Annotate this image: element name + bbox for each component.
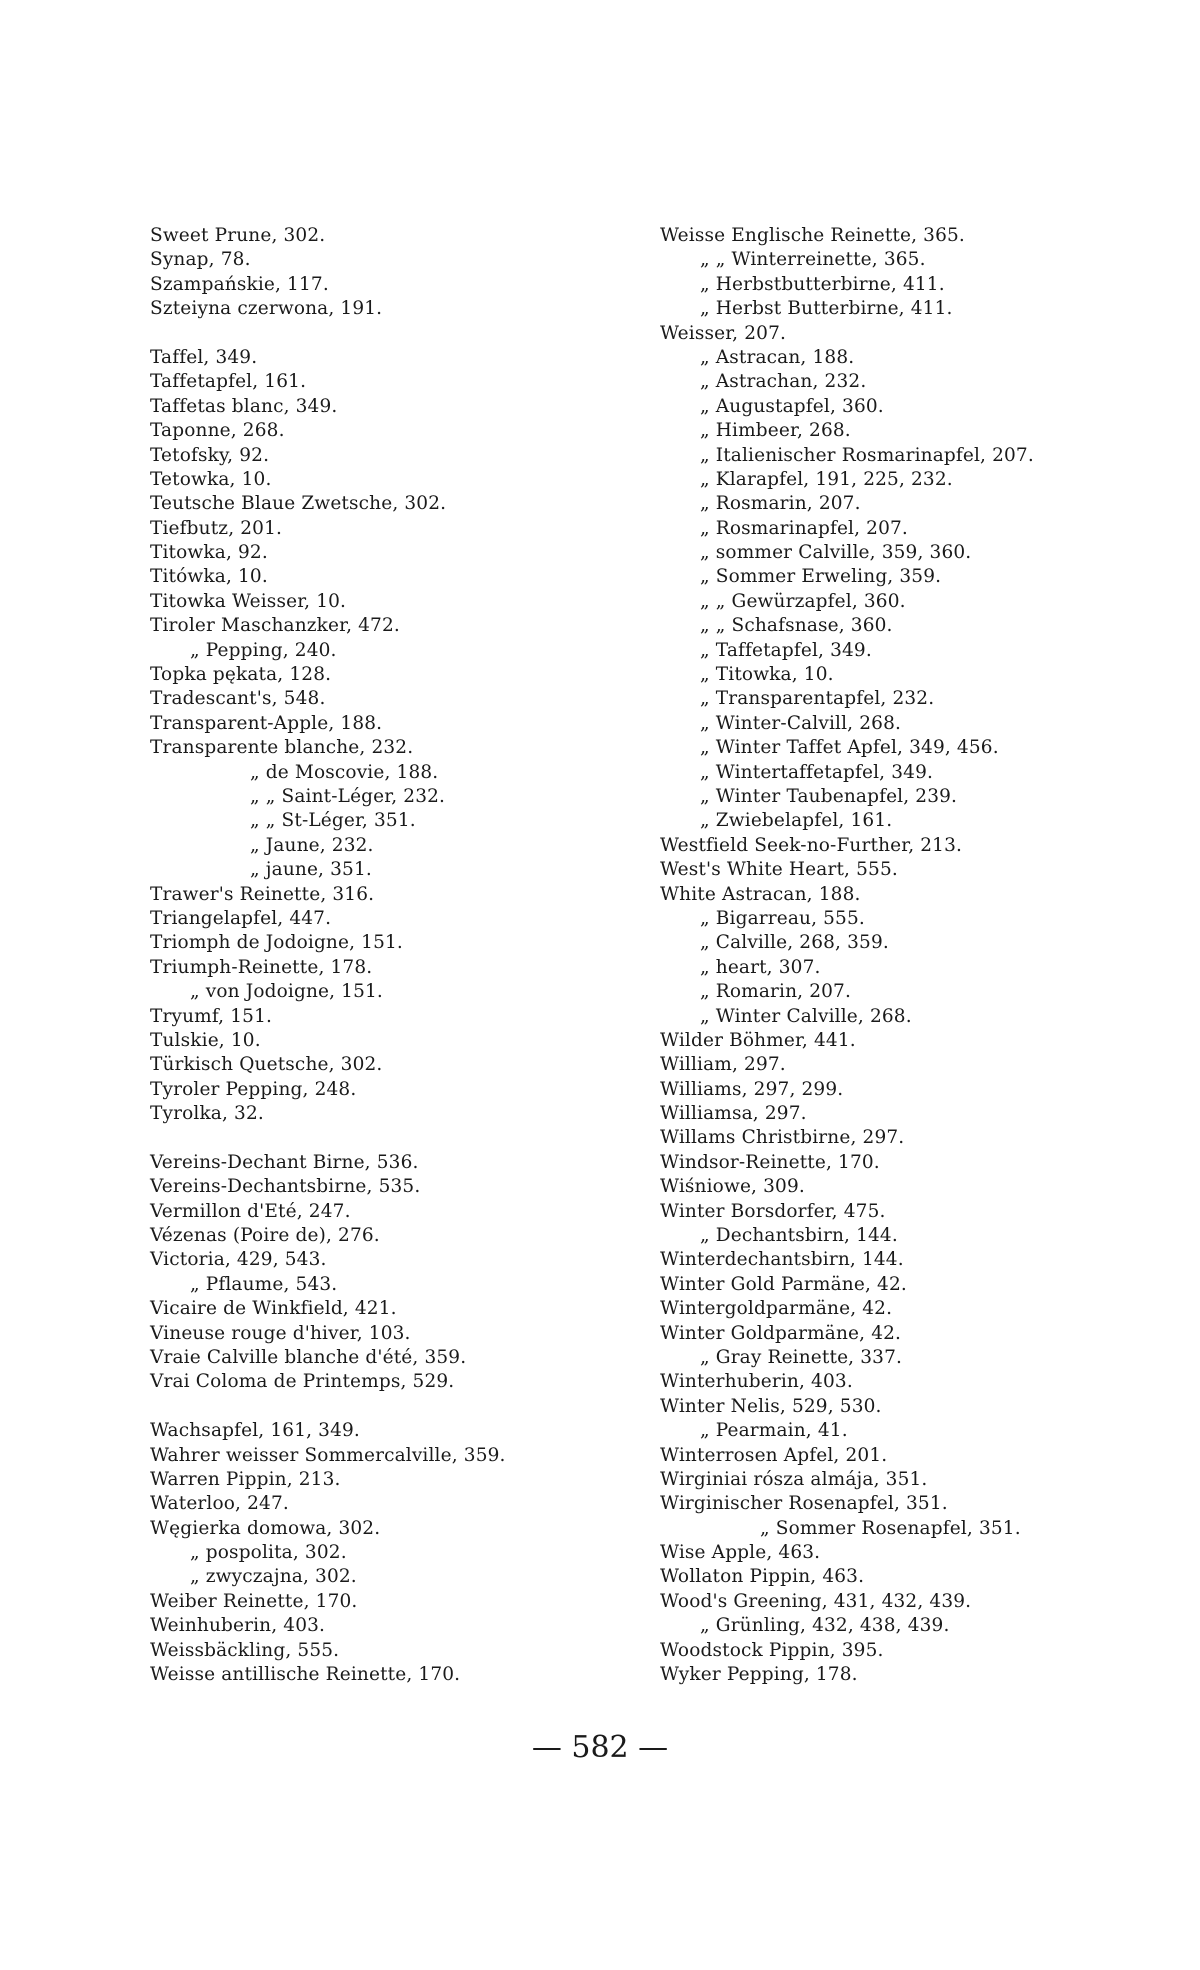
index-entry: Vereins-Dechant Birne, 536.	[150, 1151, 419, 1173]
index-entry: „ zwyczajna, 302.	[190, 1566, 357, 1588]
section-gap	[150, 322, 620, 346]
index-entry: Tetowka, 10.	[150, 468, 272, 490]
index-entry: „ Winter Taubenapfel, 239.	[700, 785, 958, 807]
index-entry: „ Astracan, 188.	[700, 346, 855, 368]
index-entry: Weinhuberin, 403.	[150, 1615, 326, 1637]
index-entry: Wilder Böhmer, 441.	[660, 1029, 856, 1051]
index-entry: Williamsa, 297.	[660, 1103, 807, 1125]
index-entry: Warren Pippin, 213.	[150, 1468, 341, 1490]
index-column-right	[660, 224, 1120, 1687]
index-entry: „ Herbst Butterbirne, 411.	[700, 298, 953, 320]
index-entry: Transparente blanche, 232.	[150, 737, 414, 759]
index-entry: Węgierka domowa, 302.	[150, 1517, 381, 1539]
index-entry: „ Romarin, 207.	[700, 981, 851, 1003]
index-entry: Szteiyna czerwona, 191.	[150, 298, 383, 320]
index-entry: „ Rosmarinapfel, 207.	[700, 517, 908, 539]
index-entry: „ Pflaume, 543.	[190, 1273, 338, 1295]
index-entry: Teutsche Blaue Zwetsche, 302.	[150, 493, 447, 515]
index-entry: Winter Gold Parmäne, 42.	[660, 1273, 907, 1295]
index-entry: Vereins-Dechantsbirne, 535.	[150, 1176, 421, 1198]
index-entry: „ Himbeer, 268.	[700, 420, 851, 442]
index-entry: Titowka, 92.	[150, 542, 268, 564]
index-entry: „ Jaune, 232.	[250, 834, 374, 856]
index-entry: Tryumf, 151.	[150, 1005, 273, 1027]
index-entry: Wirginischer Rosenapfel, 351.	[660, 1493, 948, 1515]
index-entry: „ Dechantsbirn, 144.	[700, 1225, 898, 1247]
index-entry: „ heart, 307.	[700, 956, 821, 978]
index-entry: Transparent-Apple, 188.	[150, 712, 383, 734]
index-entry: Vrai Coloma de Printemps, 529.	[150, 1371, 455, 1393]
index-entry: West's White Heart, 555.	[660, 859, 898, 881]
index-entry: Wiśniowe, 309.	[660, 1176, 805, 1198]
index-entry: Türkisch Quetsche, 302.	[150, 1054, 383, 1076]
index-entry: „ von Jodoigne, 151.	[190, 981, 383, 1003]
index-entry: „ Italienischer Rosmarinapfel, 207.	[700, 444, 1034, 466]
index-entry: Taffetas blanc, 349.	[150, 395, 338, 417]
index-entry: Winter Nelis, 529, 530.	[660, 1395, 882, 1417]
index-entry: Wahrer weisser Sommercalville, 359.	[150, 1444, 506, 1466]
index-entry: Tiroler Maschanzker, 472.	[150, 615, 400, 637]
index-entry: Winterrosen Apfel, 201.	[660, 1444, 888, 1466]
index-entry: „ „ Saint-Léger, 232.	[250, 785, 446, 807]
index-entry: Tulskie, 10.	[150, 1029, 261, 1051]
index-column-left	[150, 224, 620, 1687]
index-entry: Weiber Reinette, 170.	[150, 1590, 358, 1612]
index-entry: Vézenas (Poire de), 276.	[150, 1225, 380, 1247]
index-entry: Willams Christbirne, 297.	[660, 1127, 905, 1149]
index-entry: „ Winter Calville, 268.	[700, 1005, 912, 1027]
index-entry: „ Herbstbutterbirne, 411.	[700, 273, 945, 295]
index-entry: „ Rosmarin, 207.	[700, 493, 861, 515]
index-entry: „ Pearmain, 41.	[700, 1420, 848, 1442]
index-entry: „ Zwiebelapfel, 161.	[700, 810, 893, 832]
index-entry: „ Winter Taffet Apfel, 349, 456.	[700, 737, 999, 759]
index-entry: Szampańskie, 117.	[150, 273, 329, 295]
index-entry: Synap, 78.	[150, 249, 251, 271]
index-entry: Wollaton Pippin, 463.	[660, 1566, 865, 1588]
index-entry: „ Transparentapfel, 232.	[700, 688, 935, 710]
index-entry: „ Calville, 268, 359.	[700, 932, 889, 954]
index-entry: „ Astrachan, 232.	[700, 371, 867, 393]
index-entry: Taponne, 268.	[150, 420, 285, 442]
index-entry: „ „ Winterreinette, 365.	[700, 249, 926, 271]
index-entry: Triomph de Jodoigne, 151.	[150, 932, 403, 954]
index-entry: „ Klarapfel, 191, 225, 232.	[700, 468, 953, 490]
index-entry: Winterdechantsbirn, 144.	[660, 1249, 904, 1271]
index-entry: „ jaune, 351.	[250, 859, 372, 881]
index-entry: Triangelapfel, 447.	[150, 907, 332, 929]
index-entry: Sweet Prune, 302.	[150, 225, 326, 246]
section-gap	[150, 1395, 620, 1419]
index-entry: Weisse Englische Reinette, 365.	[660, 225, 965, 246]
index-entry: Tyroler Pepping, 248.	[150, 1078, 357, 1100]
index-entry: Titówka, 10.	[150, 566, 268, 588]
index-entry: Tradescant's, 548.	[150, 688, 326, 710]
index-entry: Williams, 297, 299.	[660, 1078, 844, 1100]
index-entry: Winter Goldparmäne, 42.	[660, 1322, 902, 1344]
index-entry: „ sommer Calville, 359, 360.	[700, 542, 972, 564]
index-entry: Vineuse rouge d'hiver, 103.	[150, 1322, 411, 1344]
index-entry: „ „ Schafsnase, 360.	[700, 615, 893, 637]
index-entry: Vraie Calville blanche d'été, 359.	[150, 1346, 467, 1368]
index-entry: Wood's Greening, 431, 432, 439.	[660, 1590, 972, 1612]
index-entry: Westfield Seek-no-Further, 213.	[660, 834, 963, 856]
index-entry: „ Titowka, 10.	[700, 664, 834, 686]
index-entry: „ Augustapfel, 360.	[700, 395, 884, 417]
index-entry: Tyrolka, 32.	[150, 1103, 264, 1125]
index-entry: Waterloo, 247.	[150, 1493, 289, 1515]
index-entry: Wachsapfel, 161, 349.	[150, 1420, 360, 1442]
index-entry: Titowka Weisser, 10.	[150, 590, 347, 612]
index-entry: Weissbäckling, 555.	[150, 1639, 340, 1661]
index-entry: „ Grünling, 432, 438, 439.	[700, 1615, 950, 1637]
index-entry: Wintergoldparmäne, 42.	[660, 1298, 893, 1320]
index-entry: „ Pepping, 240.	[190, 639, 337, 661]
index-entry: Wirginiai rósza almája, 351.	[660, 1468, 928, 1490]
index-entry: „ „ Gewürzapfel, 360.	[700, 590, 906, 612]
index-entry: William, 297.	[660, 1054, 786, 1076]
page-number: — 582 —	[531, 1730, 669, 1765]
section-gap	[150, 1126, 620, 1150]
index-entry: Winterhuberin, 403.	[660, 1371, 853, 1393]
index-entry: Weisse antillische Reinette, 170.	[150, 1664, 461, 1686]
index-entry: „ Gray Reinette, 337.	[700, 1346, 903, 1368]
index-entry: „ Bigarreau, 555.	[700, 907, 865, 929]
index-entry: Vermillon d'Eté, 247.	[150, 1200, 351, 1222]
index-entry: „ „ St-Léger, 351.	[250, 810, 416, 832]
index-entry: Tiefbutz, 201.	[150, 517, 283, 539]
index-entry: Weisser, 207.	[660, 322, 787, 344]
index-entry: Wise Apple, 463.	[660, 1542, 821, 1564]
index-entry: „ Sommer Erweling, 359.	[700, 566, 942, 588]
index-entry: Triumph-Reinette, 178.	[150, 956, 373, 978]
index-entry: „ pospolita, 302.	[190, 1542, 347, 1564]
index-entry: Taffel, 349.	[150, 346, 258, 368]
index-entry: Tetofsky, 92.	[150, 444, 270, 466]
index-entry: Windsor-Reinette, 170.	[660, 1151, 880, 1173]
index-entry: „ Taffetapfel, 349.	[700, 639, 872, 661]
index-entry: „ Winter-Calvill, 268.	[700, 712, 902, 734]
index-entry: Victoria, 429, 543.	[150, 1249, 327, 1271]
index-entry: „ de Moscovie, 188.	[250, 761, 439, 783]
index-entry: „ Sommer Rosenapfel, 351.	[760, 1517, 1021, 1539]
index-entry: Wyker Pepping, 178.	[660, 1664, 858, 1686]
index-entry: „ Wintertaffetapfel, 349.	[700, 761, 934, 783]
index-entry: Topka pękata, 128.	[150, 664, 332, 686]
index-entry: White Astracan, 188.	[660, 883, 861, 905]
index-entry: Trawer's Reinette, 316.	[150, 883, 375, 905]
index-entry: Woodstock Pippin, 395.	[660, 1639, 884, 1661]
index-entry: Taffetapfel, 161.	[150, 371, 307, 393]
index-entry: Winter Borsdorfer, 475.	[660, 1200, 886, 1222]
index-entry: Vicaire de Winkfield, 421.	[150, 1298, 397, 1320]
